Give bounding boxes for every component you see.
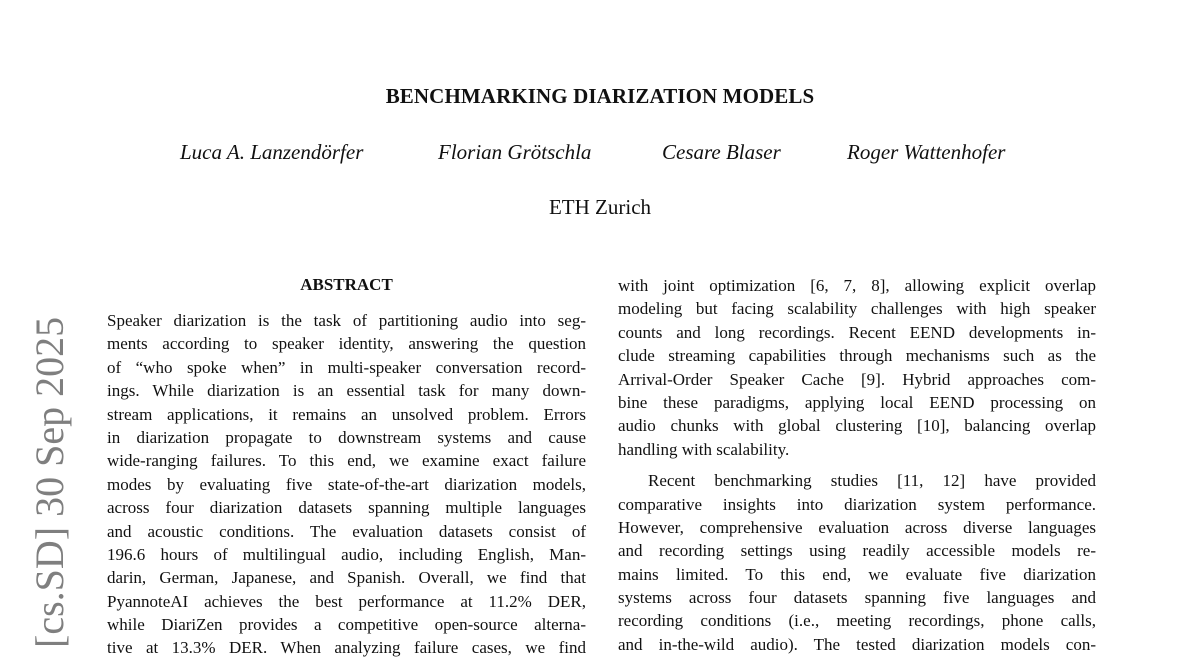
paper-title: BENCHMARKING DIARIZATION MODELS: [385, 84, 815, 108]
body-paragraph: [618, 274, 1096, 461]
author-name: Florian Grötschla: [438, 140, 592, 164]
body-line: and recording settings using readily accessible models re-: [618, 541, 1096, 561]
body-line: Arrival-Order Speaker Cache [9]. Hybrid approaches com-: [618, 369, 1096, 389]
abstract-line: PyannoteAI achieves the best performance at 11.2% DER,: [107, 591, 586, 611]
abstract-line: across four diarization datasets spanning multiple languages: [107, 498, 586, 518]
body-line: recording conditions (i.e., meeting recordings, phone calls,: [618, 611, 1096, 631]
body-line: with joint optimization [6, 7, 8], allowing explicit overlap: [618, 276, 1096, 295]
body-line: bine these paradigms, applying local EEND processing on: [618, 392, 1096, 412]
abstract-line: tive at 13.3% DER. When analyzing failure cases, we find: [107, 638, 586, 658]
body-line: clude streaming capabilities through mechanisms such as the: [618, 346, 1096, 366]
author-name: Roger Wattenhofer: [847, 140, 1006, 164]
abstract-line: in diarization propagate to downstream systems and cause: [107, 427, 586, 447]
body-line: mains limited. To this end, we evaluate five diarization: [618, 564, 1096, 584]
abstract-line: and acoustic conditions. The evaluation datasets consist of: [107, 521, 586, 541]
arxiv-identifier-stamp: [cs.SD] 30 Sep 2025: [27, 316, 72, 648]
author-name: Cesare Blaser: [662, 140, 781, 164]
abstract-line: ings. While diarization is an essential task for many down-: [107, 381, 586, 401]
body-line: audio chunks with global clustering [10], balancing overlap: [618, 416, 1096, 436]
body-line: comparative insights into diarization system performance.: [618, 494, 1096, 514]
abstract-line: ments according to speaker identity, answering the question: [107, 334, 586, 354]
abstract-line: modes by evaluating five state-of-the-art diarization models,: [107, 474, 586, 494]
right-column: [618, 274, 1096, 656]
abstract-heading: ABSTRACT: [300, 275, 393, 294]
abstract-line: 196.6 hours of multilingual audio, including English, Man-: [107, 544, 586, 564]
left-column: [107, 274, 586, 660]
body-line: systems across four datasets spanning five languages and: [618, 588, 1096, 608]
body-line: Recent benchmarking studies [11, 12] have provided: [648, 471, 1096, 491]
abstract-body: [107, 309, 586, 660]
body-paragraph: [618, 469, 1096, 656]
body-line: counts and long recordings. Recent EEND developments in-: [618, 322, 1096, 342]
abstract-line: while DiariZen provides a competitive open-source alterna-: [107, 615, 586, 635]
abstract-line: darin, German, Japanese, and Spanish. Overall, we find that: [107, 568, 586, 588]
body-line: handling with scalability.: [618, 439, 790, 459]
affiliation: ETH Zurich: [548, 195, 652, 219]
body-line: However, comprehensive evaluation across diverse languages: [618, 517, 1096, 537]
abstract-line: Speaker diarization is the task of partitioning audio into seg-: [107, 311, 586, 330]
body-line: and in-the-wild audio). The tested diarization models con-: [618, 634, 1096, 654]
abstract-line: wide-ranging failures. To this end, we examine exact failure: [107, 451, 586, 471]
author-name: Luca A. Lanzendörfer: [180, 140, 364, 164]
body-line: modeling but facing scalability challenges with high speaker: [618, 299, 1096, 319]
abstract-line: stream applications, it remains an unsolved problem. Errors: [107, 404, 586, 424]
abstract-line: of “who spoke when” in multi-speaker conversation record-: [107, 357, 586, 377]
author-list: [0, 140, 1200, 168]
